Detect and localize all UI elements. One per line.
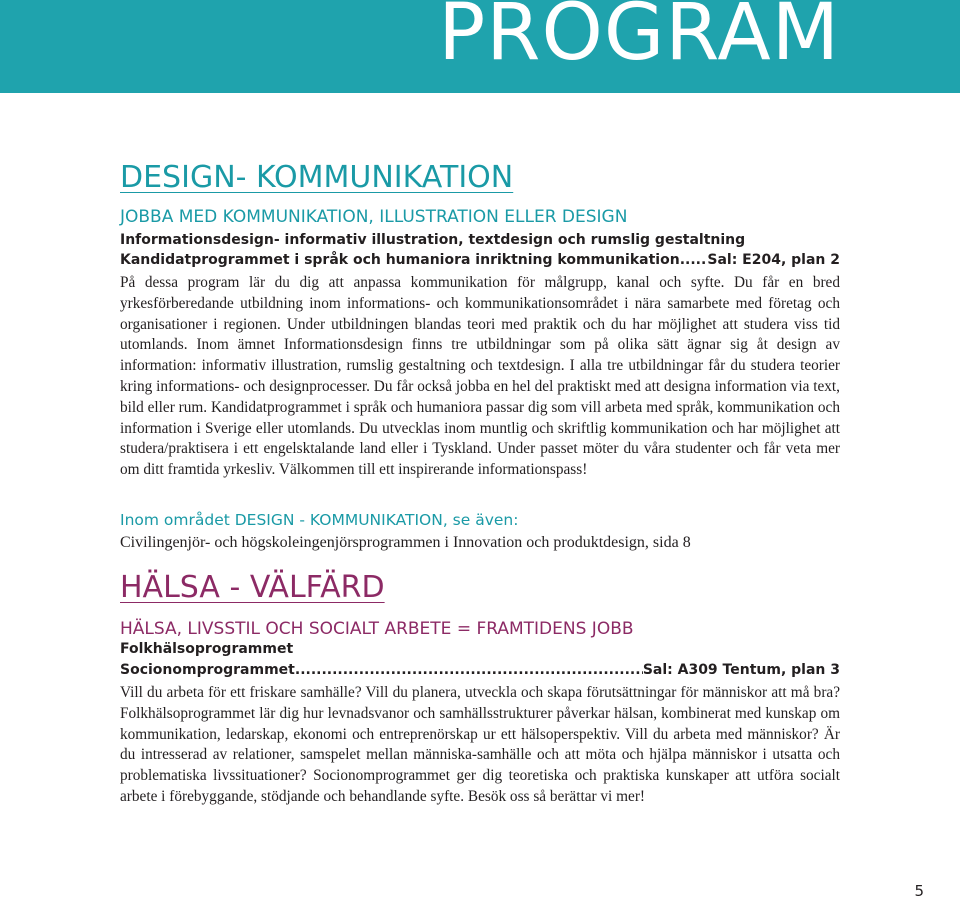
health-program-location: Sal: A309 Tentum, plan 3 [642,662,840,678]
design-program-kandidat: Kandidatprogrammet i språk och humaniora inriktning kommunikation. [120,252,686,268]
design-program-informationsdesign: Informationsdesign- informativ illustration, textdesign och rumslig gestaltning [120,232,746,248]
leader-dots [295,663,643,677]
leader-dots [685,253,707,267]
page-number: 5 [914,882,924,900]
health-program-socionom-row [120,663,840,677]
health-program-socionom: Socionomprogrammet [120,662,295,678]
design-see-also-text: Civilingenjör- och högskoleingenjörsprogrammen i Innovation och produktdesign, sida 8 [120,534,691,551]
design-see-also-heading: Inom området DESIGN - KOMMUNIKATION, se även: [120,511,519,529]
design-program-kandidat-row [120,253,840,267]
design-subheading: JOBBA MED KOMMUNIKATION, ILLUSTRATION ELLER DESIGN [120,207,628,227]
health-program-folkhalso: Folkhälsoprogrammet [120,641,294,657]
health-section-heading: HÄLSA - VÄLFÄRD [120,570,385,605]
health-subheading: HÄLSA, LIVSSTIL OCH SOCIALT ARBETE = FRAMTIDENS JOBB [120,619,634,639]
page-title: PROGRAM [438,0,840,78]
design-program-location: Sal: E204, plan 2 [707,252,840,268]
design-body-text: På dessa program lär du dig att anpassa kommunikation för målgrupp, kanal och syfte. Du får en bred yrkesförberedande utbildning inom informations- och kommunikationsområdet i nära samarbete med företag och organisationer i regionen. Under utbildningen blandas teori med praktik och du har möjlighet att studera viss tid utomlands. Inom ämnet Informationsdesign finns tre utbildningar som på olika sätt ägnar sig åt design av information: informativ illustration, rumslig gestaltning och textdesign. I alla tre utbildningar får du studera teorier kring informations- och designprocesser. Du får också jobba en hel del praktiskt med att designa information via text, bild eller rum. Kandidatprogrammet i språk och humaniora passar dig som vill arbeta med språk, kommunikation och information i Sverige eller utomlands. Du utvecklas inom muntlig och skriftlig kommunikation och har möjlighet att studera/praktisera i ett engelsktalande land eller i Tyskland. Under passet möter du våra studenter och får veta mer om ditt framtida yrkesliv. Välkommen till ett inspirerande informationspass! [120,274,840,479]
header-banner [0,0,960,93]
health-body-text: Vill du arbeta för ett friskare samhälle? Vill du planera, utveckla och skapa förutsättningar för människor att må bra? Folkhälsoprogrammet lär dig hur levnadsvanor och samhällsstrukturer påverkar hälsan, kombinerat med kunskap om kommunikation, ledarskap, ekonomi och entreprenörskap ur ett hälsoperspektiv. Vill du arbeta med människor? Är du intresserad av relationer, samspelet mellan människa-samhälle och att möta och hjälpa människor i utsatta och problematiska livssituationer? Socionomprogrammet ger dig teoretiska och praktiska kunskaper att utföra socialt arbete i förebyggande, stödjande och behandlande syfte. Besök oss så berättar vi mer! [120,684,840,805]
design-section-heading: DESIGN- KOMMUNIKATION [120,160,514,195]
